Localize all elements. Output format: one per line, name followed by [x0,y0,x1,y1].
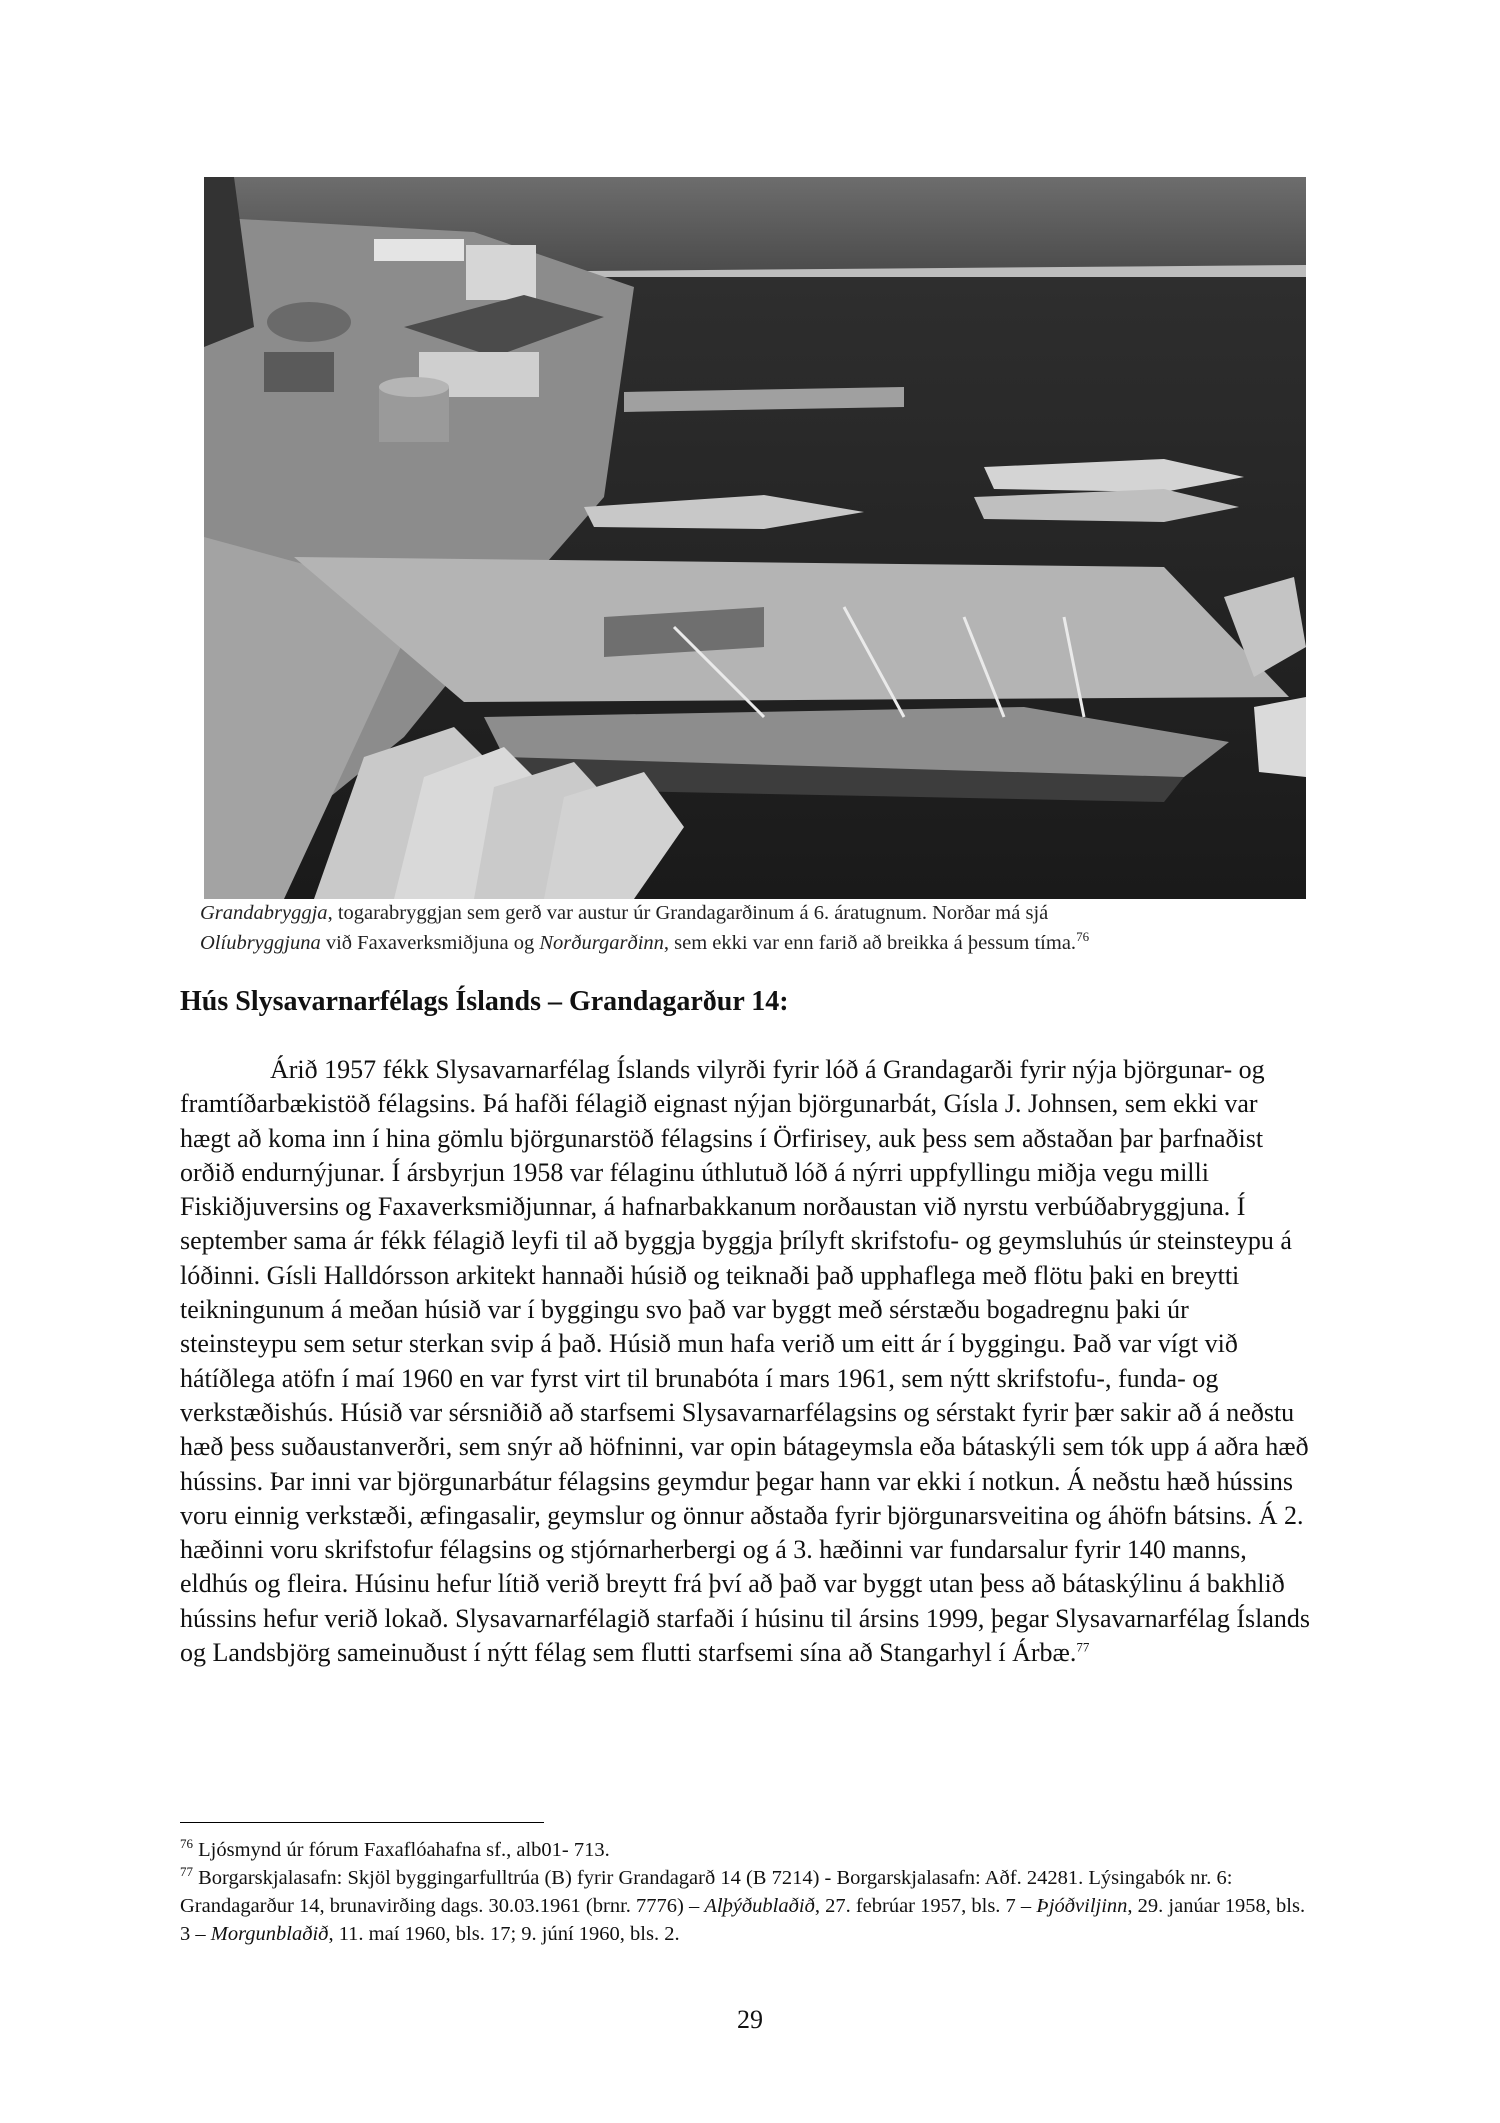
harbour-aerial-photo [204,177,1306,899]
footnote-77-em-1: Alþýðublaðið [704,1895,815,1917]
caption-em-grandabryggja: Grandabryggja [200,902,328,924]
footnote-76-text: Ljósmynd úr fórum Faxaflóahafna sf., alb01- 713. [193,1839,610,1861]
page-number: 29 [737,2005,763,2034]
footnote-divider [180,1822,544,1823]
caption-text-1: , togarabryggjan sem gerð var austur úr Grandagarðinum á 6. áratugnum. Norðar má sjá [327,902,1049,924]
body-paragraph-text: Árið 1957 fékk Slysavarnarfélag Íslands vilyrði fyrir lóð á Grandagarði fyrir nýja björgunar- og framtíðarbækistöð félagsins. Þá hafði félagið eignast nýjan björgunarbát, Gísla J. Johnsen, sem ekki var hægt að koma inn í hina gömlu björgunarstöð félagsins í Örfirisey, auk þess sem aðstaðan þar þarfnaðist orðið endurnýjunar. Í ársbyrjun 1958 var félaginu úthlutuð lóð á nýrri uppfyllingu miðja vegu milli Fiskiðjuversins og Faxaverksmiðjunnar, á hafnarbakkanum norðaustan við nyrstu verbúðabryggjuna. Í september sama ár fékk félagið leyfi til að byggja byggja þrílyft skrifstofu- og geymsluhús úr steinsteypu á lóðinni. Gísli Halldórsson arkitekt hannaði húsið og teiknaði það upphaflega með flötu þaki en breytti teikningunum á meðan húsið var í byggingu svo það var byggt með sérstæðu bogadregnu þaki úr steinsteypu sem setur sterkan svip á það. Húsið mun hafa verið um eitt ár í byggingu. Það var vígt við hátíðlega atöfn í maí 1960 en var fyrst virt til brunabóta í mars 1961, sem nýtt skrifstofu-, funda- og verkstæðishús. Húsið var sérsniðið að starfsemi Slysavarnarfélagsins og sérstakt fyrir þær sakir að á neðstu hæð þess suðaustanverðri, sem snýr að höfninni, var opin bátageymsla eða bátaskýli sem tók upp á aðra hæð hússins. Þar inni var björgunarbátur félagsins geymdur þegar hann var ekki í notkun. Á neðstu hæð hússins voru einnig verkstæði, æfingasalir, geymslur og önnur aðstaða fyrir björgunarsveitina og áhöfn bátsins. Á 2. hæðinni voru skrifstofur félagsins og stjórnarherbergi og á 3. hæðinni var fundarsalur fyrir 140 manns, eldhús og fleira. Húsinu hefur lítið verið breytt frá því að það var byggt utan þess að bátaskýlinu á bakhlið hússins hefur verið lokað. Slysavarnarfélagið starfaði í húsinu til ársins 1999, þegar Slysavarnarfélag Íslands og Landsbjörg sameinuðust í nýtt félag sem flutti starfsemi sína að Stangarhyl í Árbæ. [180,1055,1310,1668]
footnote-77-em-2: Þjóðviljinn [1036,1895,1128,1917]
caption-text-3: , sem ekki var enn farið að breikka á þessum tíma. [663,932,1077,954]
caption-text-2: við Faxaverksmiðjuna og [320,932,540,954]
footnote-ref-76: 76 [1076,929,1090,945]
body-paragraph [180,1053,1310,1670]
footnote-77-text-2: , 27. febrúar 1957, bls. 7 – [814,1895,1037,1917]
caption-em-nordurgardinn: Norðurgarðinn [539,932,664,954]
footnote-76-number: 76 [180,1836,193,1852]
footnote-77-em-3: Morgunblaðið [210,1923,329,1945]
footnote-77-text-4: , 11. maí 1960, bls. 17; 9. júní 1960, bls. 2. [328,1923,680,1945]
harbour-photo-icon [204,177,1306,899]
footnotes [180,1836,1320,1948]
footnote-77-text-3: , 29. janúar 1958, bls. 3 – [180,1895,1306,1945]
caption-em-oliubryggjuna: Olíubryggjuna [200,932,321,954]
footnote-77-text-1: Borgarskjalasafn: Skjöl byggingarfulltrúa (B) fyrir Grandagarð 14 (B 7214) - Borgarskjalasafn: Aðf. 24281. Lýsingabók nr. 6: Grandagarður 14, brunavirðing dags. 30.03.1961 (brnr. 7776) – [180,1867,1233,1917]
photo-caption [200,898,1310,958]
section-heading: Hús Slysavarnarfélags Íslands – Grandagarður 14: [180,986,789,1017]
footnote-76 [180,1836,1320,1864]
footnote-ref-77: 77 [1076,1639,1090,1655]
footnote-77-number: 77 [180,1864,193,1880]
footnote-77 [180,1864,1320,1948]
